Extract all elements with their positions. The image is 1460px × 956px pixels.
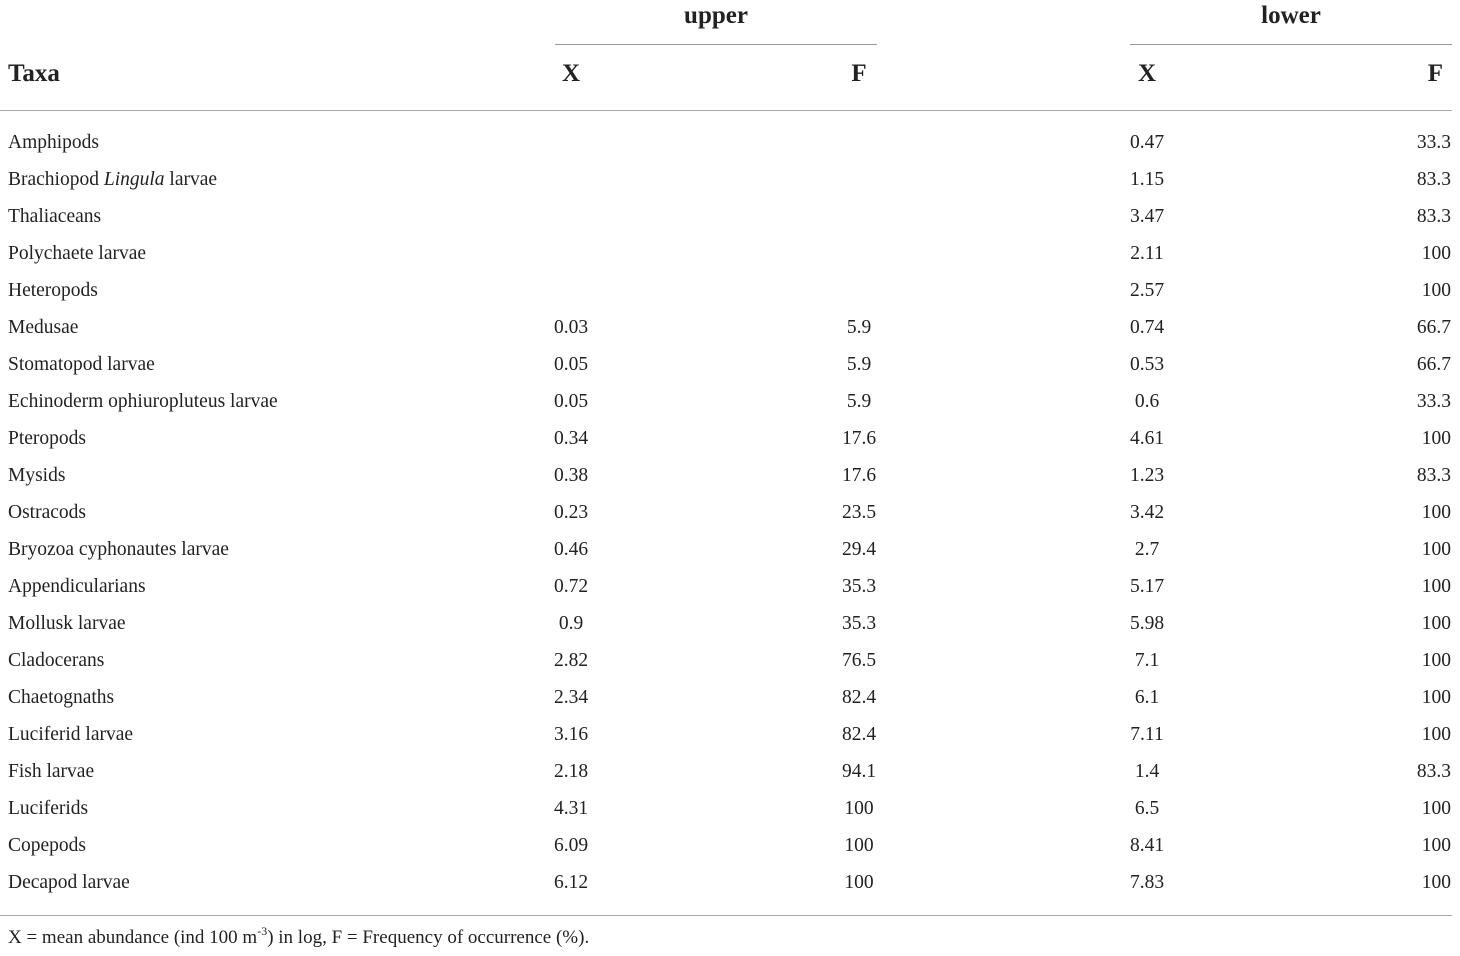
lower-f-cell: 100 xyxy=(1421,539,1451,560)
lower-f-cell: 100 xyxy=(1421,872,1451,893)
lower-f-cell: 83.3 xyxy=(1416,465,1451,486)
lower-f-cell: 100 xyxy=(1421,428,1451,449)
lower-f-cell: 100 xyxy=(1421,835,1451,856)
header-divider xyxy=(0,110,1452,111)
column-header-lower-x-label: X xyxy=(1137,60,1157,87)
footer-divider xyxy=(0,915,1452,916)
taxa-cell: Medusae xyxy=(8,317,79,338)
lower-f-cell: 100 xyxy=(1421,687,1451,708)
lower-f-cell: 66.7 xyxy=(1416,354,1451,375)
table-row: Pteropods 0.34 17.6 4.61 100 xyxy=(0,420,1460,457)
table-row: Medusae 0.03 5.9 0.74 66.7 xyxy=(0,309,1460,346)
table-row: Luciferids 4.31 100 6.5 100 xyxy=(0,790,1460,827)
taxa-cell: Heteropods xyxy=(8,280,98,301)
taxa-cell: Polychaete larvae xyxy=(8,243,147,264)
lower-f-cell: 66.7 xyxy=(1416,317,1451,338)
taxa-cell: Decapod larvae xyxy=(8,872,130,893)
taxa-cell: Luciferid larvae xyxy=(8,724,134,745)
taxa-cell: Cladocerans xyxy=(8,650,105,671)
group-header-upper: upper xyxy=(684,2,748,29)
lower-f-cell: 33.3 xyxy=(1416,132,1451,153)
taxa-cell: Pteropods xyxy=(8,428,86,449)
lower-f-cell: 33.3 xyxy=(1416,391,1451,412)
lower-f-cell: 100 xyxy=(1421,280,1451,301)
taxa-cell: Mysids xyxy=(8,465,66,486)
taxa-text: larvae xyxy=(164,169,218,190)
table-row: Luciferid larvae 3.16 82.4 7.11 100 xyxy=(0,716,1460,753)
lower-f-cell: 100 xyxy=(1421,798,1451,819)
table-row: Decapod larvae 6.12 100 7.83 100 xyxy=(0,864,1460,901)
footnote-text-end: ) in log, F = Frequency of occurrence (%). xyxy=(267,927,590,948)
taxa-cell: Thaliaceans xyxy=(8,206,102,227)
column-header-lower-f: F xyxy=(1427,60,1443,87)
table-row: Polychaete larvae 2.11 100 xyxy=(0,235,1460,272)
lower-f-cell: 83.3 xyxy=(1416,761,1451,782)
taxa-cell: Fish larvae xyxy=(8,761,95,782)
taxa-cell xyxy=(8,161,217,198)
lower-f-cell: 100 xyxy=(1421,724,1451,745)
table-row: Amphipods 0.47 33.3 xyxy=(0,124,1460,161)
lower-f-cell: 100 xyxy=(1421,576,1451,597)
table-row: Thaliaceans 3.47 83.3 xyxy=(0,198,1460,235)
column-header-upper-f-label: F xyxy=(851,60,867,87)
table-row: Echinoderm ophiuropluteus larvae 0.05 5.9 0.6 33.3 xyxy=(0,383,1460,420)
table-row: Fish larvae 2.18 94.1 1.4 83.3 xyxy=(0,753,1460,790)
lower-f-cell: 100 xyxy=(1421,650,1451,671)
group-underline-upper xyxy=(555,44,877,45)
taxa-cell: Stomatopod larvae xyxy=(8,354,155,375)
taxa-cell: Ostracods xyxy=(8,502,86,523)
lower-f-cell: 83.3 xyxy=(1416,169,1451,190)
group-header-lower: lower xyxy=(1261,2,1321,29)
group-underline-lower xyxy=(1130,44,1452,45)
taxa-cell: Echinoderm ophiuropluteus larvae xyxy=(8,391,278,412)
table-body xyxy=(0,124,1460,901)
taxa-genus-italic: Lingula xyxy=(103,169,165,190)
table-row: Chaetognaths 2.34 82.4 6.1 100 xyxy=(0,679,1460,716)
table-row: Bryozoa cyphonautes larvae 0.46 29.4 2.7 100 xyxy=(0,531,1460,568)
taxa-cell: Amphipods xyxy=(8,132,100,153)
lower-f-cell: 100 xyxy=(1421,502,1451,523)
table-row: Ostracods 0.23 23.5 3.42 100 xyxy=(0,494,1460,531)
lower-f-cell: 100 xyxy=(1421,243,1451,264)
table-row: Mysids 0.38 17.6 1.23 83.3 xyxy=(0,457,1460,494)
taxa-cell: Chaetognaths xyxy=(8,687,115,708)
table-row: Appendicularians 0.72 35.3 5.17 100 xyxy=(0,568,1460,605)
taxa-cell: Luciferids xyxy=(8,798,89,819)
column-header-taxa: Taxa xyxy=(8,60,60,87)
table-row: Brachiopod Lingula larvae 1.15 83.3 xyxy=(0,161,1460,198)
table-row: Mollusk larvae 0.9 35.3 5.98 100 xyxy=(0,605,1460,642)
table-row: Stomatopod larvae 0.05 5.9 0.53 66.7 xyxy=(0,346,1460,383)
table-row: Cladocerans 2.82 76.5 7.1 100 xyxy=(0,642,1460,679)
taxa-cell: Appendicularians xyxy=(8,576,146,597)
footnote-superscript: -3 xyxy=(257,924,268,938)
table-footnote xyxy=(8,924,589,952)
table-row: Heteropods 2.57 100 xyxy=(0,272,1460,309)
taxa-text: Brachiopod xyxy=(8,169,104,190)
table-row: Copepods 6.09 100 8.41 100 xyxy=(0,827,1460,864)
taxa-cell: Copepods xyxy=(8,835,86,856)
taxa-cell: Mollusk larvae xyxy=(8,613,126,634)
lower-f-cell: 83.3 xyxy=(1416,206,1451,227)
footnote-text-start: X = mean abundance (ind 100 m xyxy=(8,927,258,948)
column-header-upper-x-label: X xyxy=(561,60,581,87)
taxa-cell: Bryozoa cyphonautes larvae xyxy=(8,539,229,560)
lower-f-cell: 100 xyxy=(1421,613,1451,634)
